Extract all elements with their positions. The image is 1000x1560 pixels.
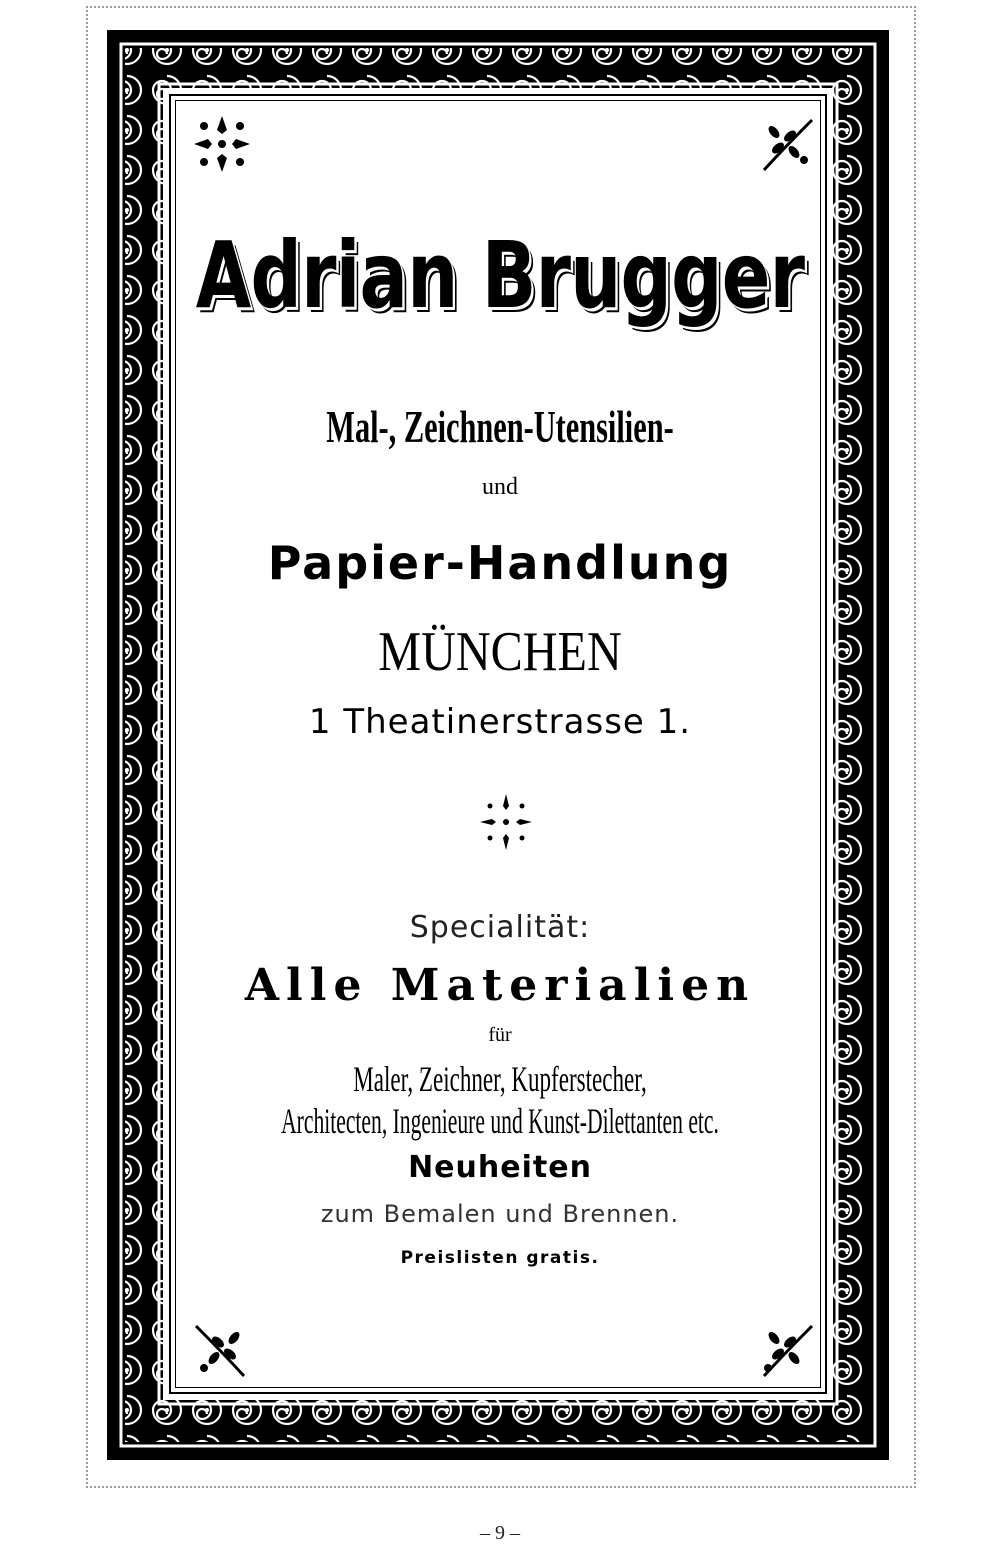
connector-word: und	[482, 474, 518, 500]
for-label: für	[488, 1024, 512, 1046]
audience-line-1: Maler, Zeichner, Kupferstecher,	[353, 1059, 647, 1099]
business-type: Papier-Handlung	[267, 536, 733, 590]
goods-subtitle: Mal-, Zeichnen-Utensilien-	[326, 401, 674, 452]
price-list-note: Preislisten gratis.	[400, 1248, 600, 1268]
corner-ornament-bottom-left	[190, 1318, 254, 1382]
corner-ornament-top-left	[190, 112, 254, 176]
speciality-heading: Alle Materialien	[244, 960, 756, 1011]
street-address: 1 Theatinerstrasse 1.	[308, 702, 692, 742]
corner-ornament-top-right	[754, 112, 818, 176]
news-heading: Neuheiten	[408, 1150, 592, 1185]
page-number: – 9 –	[480, 1522, 520, 1544]
speciality-label: Specialität:	[409, 910, 591, 945]
star-ornament-icon	[478, 792, 534, 852]
corner-ornament-bottom-right	[754, 1318, 818, 1382]
city-name: MÜNCHEN	[378, 621, 622, 683]
audience-line-2: Architecten, Ingenieure und Kunst-Dilettanten etc.	[281, 1101, 719, 1141]
company-name: Adrian Brugger	[195, 222, 805, 329]
news-text: zum Bemalen und Brennen.	[320, 1200, 680, 1228]
